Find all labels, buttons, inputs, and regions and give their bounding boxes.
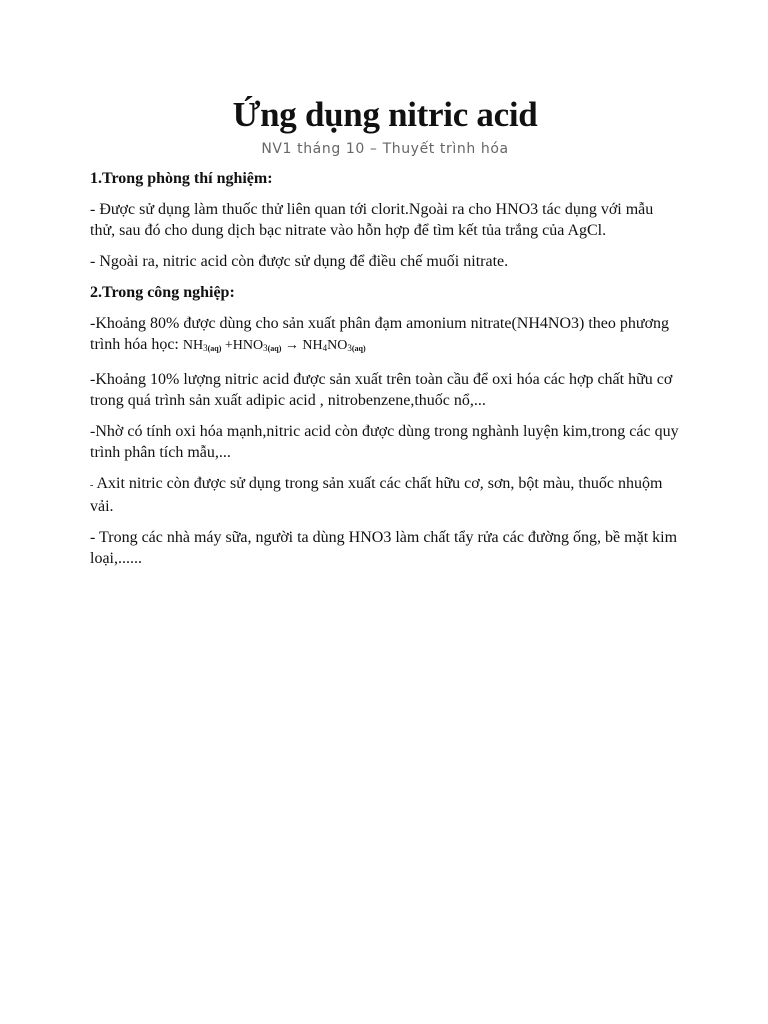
- equation-reactant-1: NH: [182, 338, 204, 353]
- equation-reactant-2: HNO: [232, 338, 264, 353]
- chemical-equation: [183, 338, 366, 353]
- document-title: Ứng dụng nitric acid: [232, 95, 538, 134]
- document-body: [90, 168, 680, 569]
- equation-plus: +: [224, 338, 233, 353]
- equation-arrow: →: [284, 338, 299, 353]
- equation-product: $NH_4NO_{3(aq)}$: [302, 338, 366, 353]
- document-subtitle: NV1 tháng 10 – Thuyết trình hóa: [261, 141, 509, 157]
- paragraph-lab-reagent: - Được sử dụng làm thuốc thử liên quan tới clorit.Ngoài ra cho HNO3 tác dụng với mẫu thử, sau đó cho dung dịch bạc nitrate vào hỗn hợp để tìm kết tủa trắng của AgCl.: [90, 201, 654, 239]
- paragraph-industry-dairy: - Trong các nhà máy sữa, người ta dùng HNO3 làm chất tẩy rửa các đường ống, bề mặt kim loại,......: [90, 529, 678, 567]
- equation-reactant-2-subscript: 3(aq): [263, 343, 282, 353]
- paragraph-organic-text: Axit nitric còn được sử dụng trong sản xuất các chất hữu cơ, sơn, bột màu, thuốc nhuộm vải.: [90, 475, 663, 515]
- paragraph-lab-nitrate: - Ngoài ra, nitric acid còn được sử dụng để điều chế muối nitrate.: [90, 253, 509, 270]
- paragraph-industry-oxidation: -Khoảng 10% lượng nitric acid được sản xuất trên toàn cầu để oxi hóa các hợp chất hữu cơ trong quá trình sản xuất adipic acid , nitrobenzene,thuốc nổ,...: [90, 371, 673, 409]
- paragraph-fertilizer-text: -Khoảng 80% được dùng cho sản xuất phân đạm amonium nitrate(NH4NO3) theo phương trình hóa học:: [90, 315, 670, 353]
- paragraph-organic-dash: -: [90, 480, 94, 491]
- equation-reactant-1-subscript: 3(aq): [203, 343, 222, 353]
- section-heading-lab: 1.Trong phòng thí nghiệm:: [90, 170, 273, 187]
- paragraph-industry-organic: [90, 473, 680, 517]
- paragraph-industry-fertilizer: [90, 313, 680, 359]
- section-heading-industry: 2.Trong công nghiệp:: [90, 284, 235, 301]
- paragraph-industry-metallurgy: -Nhờ có tính oxi hóa mạnh,nitric acid còn được dùng trong nghành luyện kim,trong các quy trình phân tích mẫu,...: [90, 423, 679, 461]
